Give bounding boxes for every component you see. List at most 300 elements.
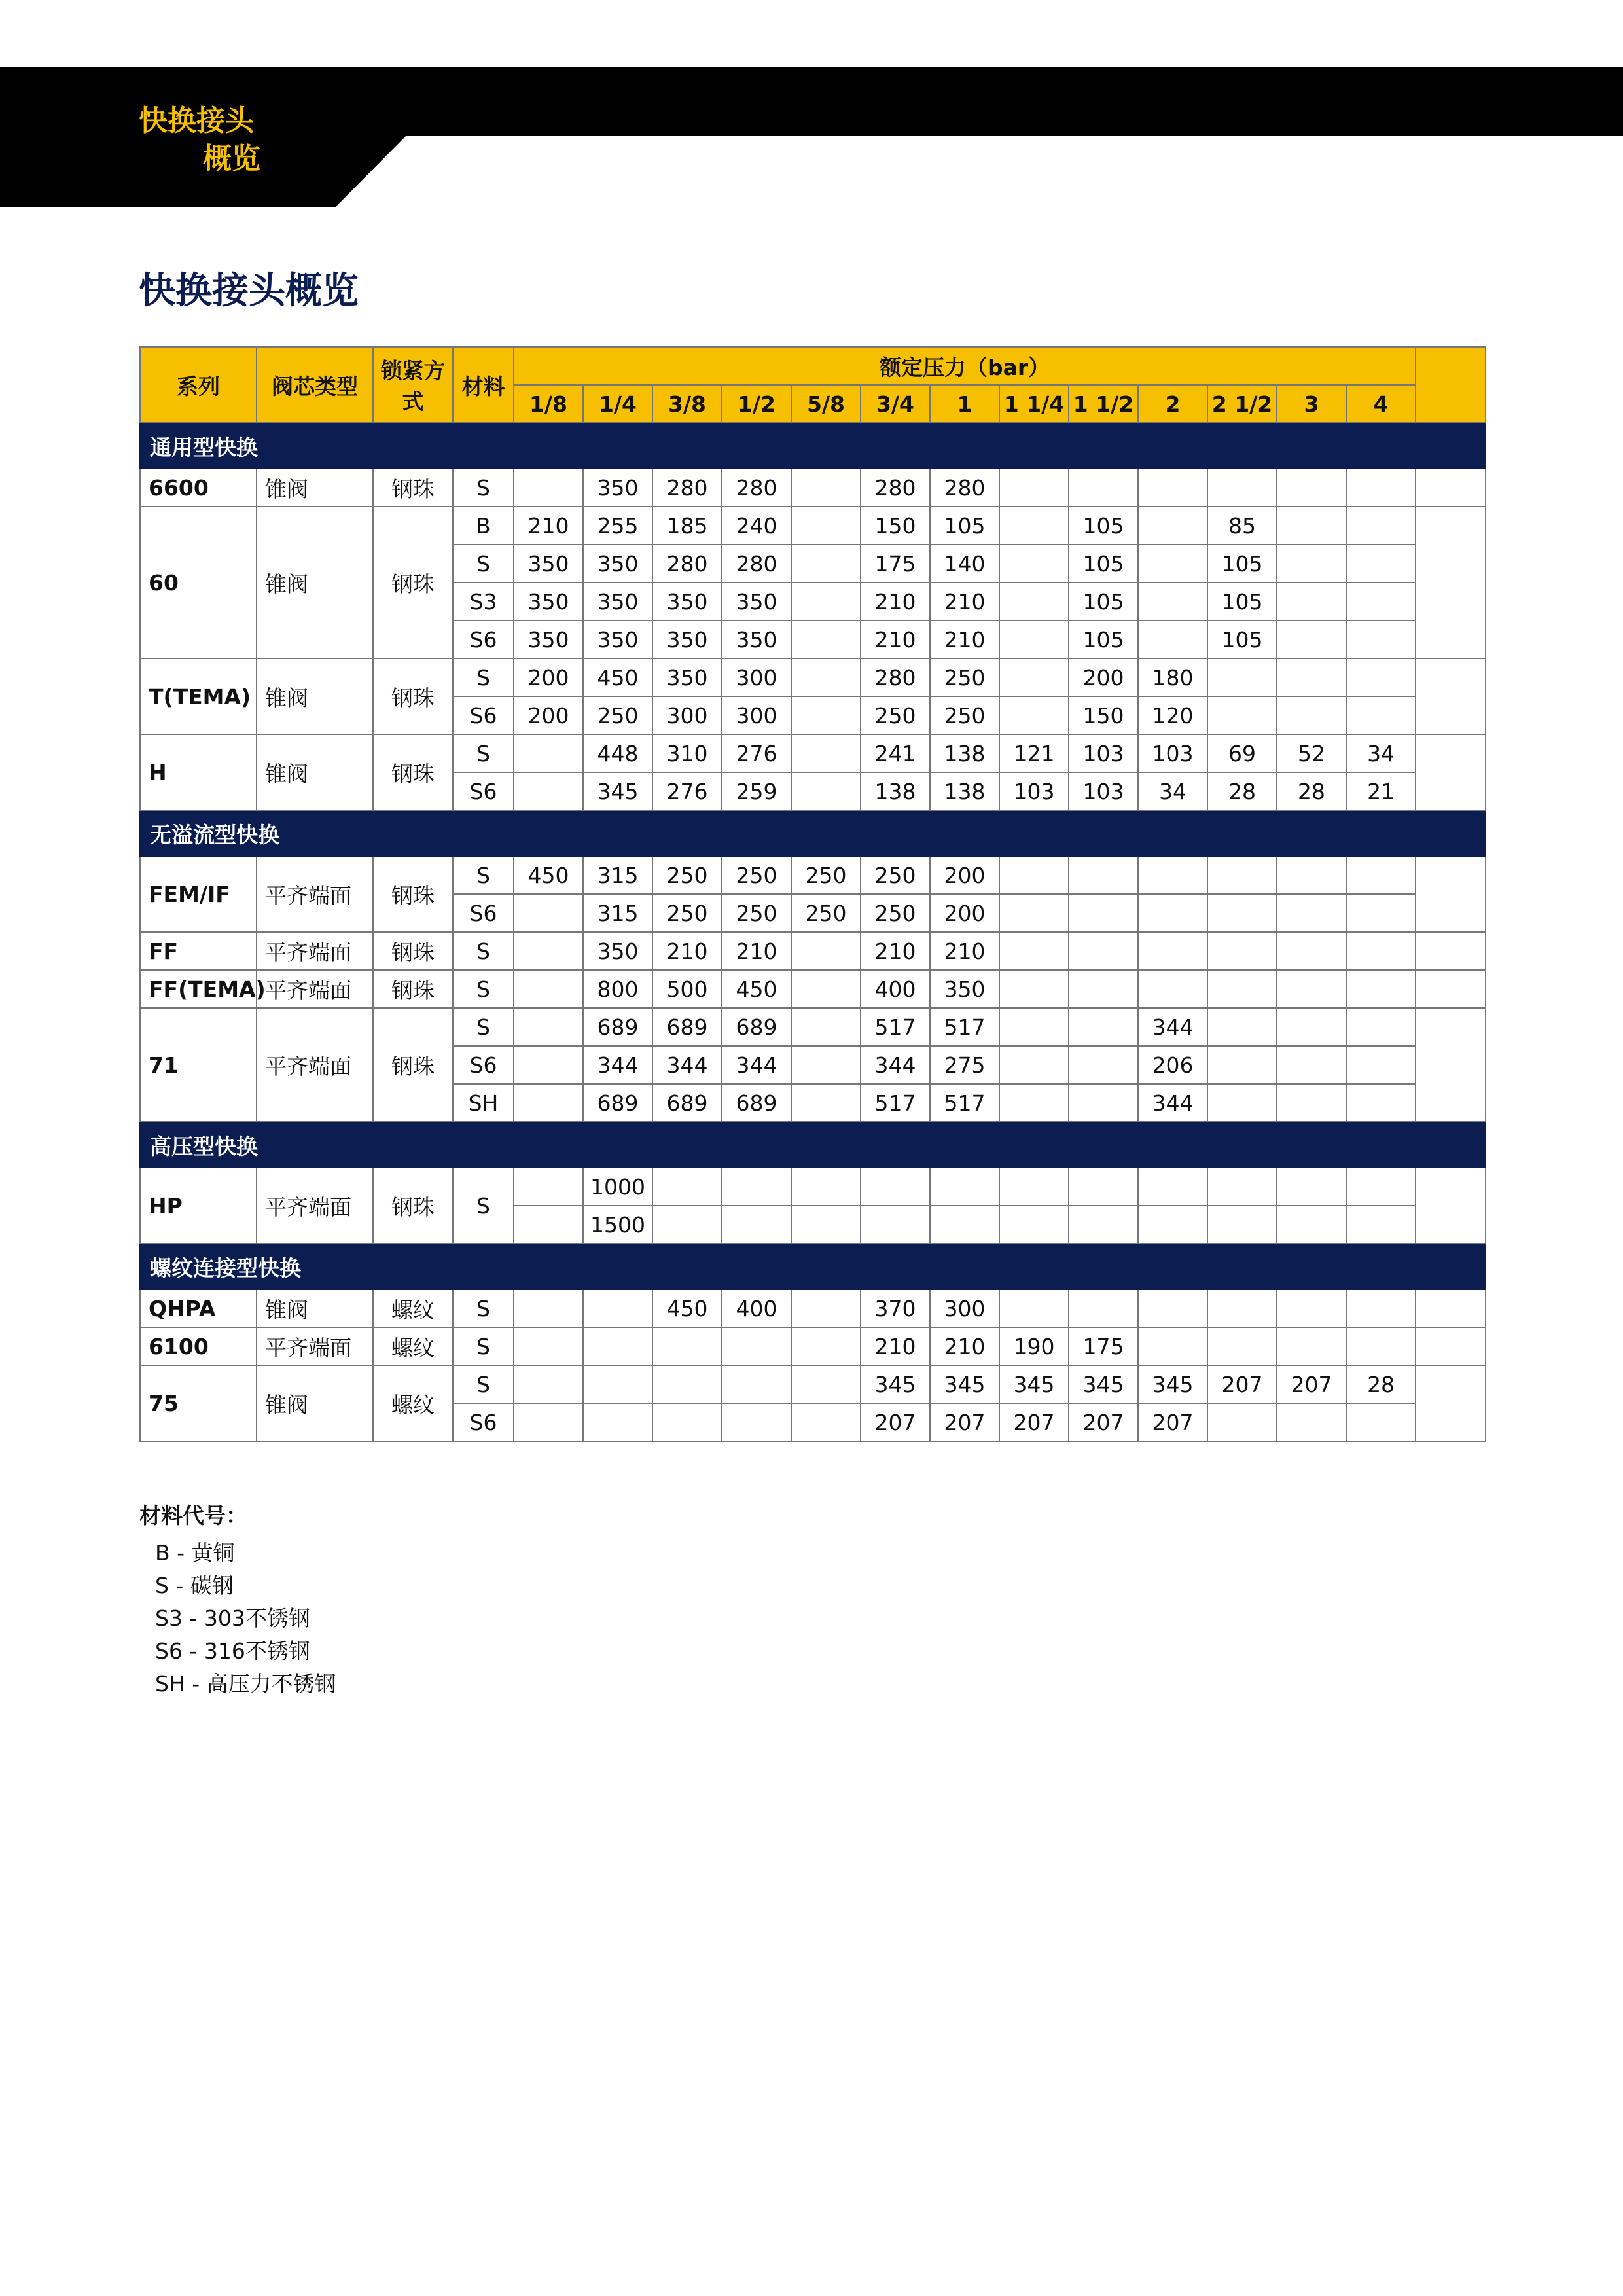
pressure-cell: 138 — [861, 772, 930, 810]
pressure-cell — [583, 1289, 652, 1327]
pressure-cell: 689 — [583, 1008, 652, 1046]
lock-type-cell: 钢珠 — [373, 469, 453, 507]
section-title: 高压型快换 — [140, 1122, 1486, 1168]
series-cell: FF — [140, 932, 257, 970]
pressure-cell — [1069, 1206, 1138, 1244]
blank-cell — [1416, 507, 1486, 658]
pressure-cell — [1277, 1327, 1346, 1365]
pressure-cell: 69 — [1207, 734, 1277, 772]
pressure-cell: 280 — [930, 469, 999, 507]
table-row — [140, 507, 1486, 545]
pressure-cell — [1346, 856, 1416, 894]
col-header-material: 材料 — [453, 347, 514, 423]
pressure-cell: 517 — [930, 1084, 999, 1122]
lock-type-cell: 钢珠 — [373, 970, 453, 1008]
col-header-series: 系列 — [140, 347, 257, 423]
material-cell: S6 — [453, 620, 514, 658]
valve-type-cell: 平齐端面 — [257, 932, 373, 970]
pressure-cell: 28 — [1346, 1365, 1416, 1403]
pressure-cell: 344 — [1138, 1084, 1207, 1122]
table-row — [140, 970, 1486, 1008]
pressure-cell — [999, 696, 1069, 734]
pressure-cell: 210 — [652, 932, 722, 970]
pressure-cell: 344 — [652, 1046, 722, 1084]
lock-type-cell: 钢珠 — [373, 507, 453, 658]
blank-cell — [1416, 1365, 1486, 1441]
pressure-cell: 185 — [652, 507, 722, 545]
pressure-cell — [1207, 658, 1277, 696]
pressure-cell: 350 — [583, 545, 652, 583]
pressure-cell: 150 — [1069, 696, 1138, 734]
size-header: 1/4 — [583, 385, 652, 423]
size-header: 2 1/2 — [1207, 385, 1277, 423]
legend-item: S6 - 316不锈钢 — [155, 1638, 310, 1664]
pressure-cell: 350 — [514, 545, 583, 583]
pressure-cell — [791, 696, 861, 734]
pressure-cell — [514, 734, 583, 772]
pressure-cell: 344 — [583, 1046, 652, 1084]
pressure-cell: 280 — [722, 545, 791, 583]
pressure-cell — [1069, 970, 1138, 1008]
pressure-cell — [1277, 970, 1346, 1008]
section-title: 螺纹连接型快换 — [140, 1244, 1486, 1289]
series-cell: HP — [140, 1168, 257, 1244]
pressure-cell: 250 — [930, 696, 999, 734]
size-header: 1 — [930, 385, 999, 423]
material-cell: S — [453, 970, 514, 1008]
pressure-cell — [791, 583, 861, 620]
pressure-cell — [1138, 620, 1207, 658]
pressure-cell — [1207, 1289, 1277, 1327]
pressure-cell — [514, 1289, 583, 1327]
blank-cell — [1416, 734, 1486, 810]
pressure-cell — [1346, 469, 1416, 507]
pressure-cell: 280 — [652, 469, 722, 507]
pressure-cell — [1138, 469, 1207, 507]
pressure-cell — [1346, 696, 1416, 734]
pressure-cell — [1207, 1327, 1277, 1365]
pressure-cell — [999, 970, 1069, 1008]
pressure-cell: 689 — [722, 1008, 791, 1046]
pressure-cell — [791, 970, 861, 1008]
lock-type-cell: 钢珠 — [373, 1008, 453, 1122]
pressure-cell: 105 — [1207, 620, 1277, 658]
pressure-cell — [1346, 1168, 1416, 1206]
pressure-cell — [861, 1206, 930, 1244]
pressure-cell: 344 — [722, 1046, 791, 1084]
series-cell: FEM/IF — [140, 856, 257, 932]
pressure-cell — [1207, 696, 1277, 734]
pressure-cell: 276 — [652, 772, 722, 810]
pressure-cell: 207 — [1069, 1403, 1138, 1441]
pressure-cell — [1207, 469, 1277, 507]
pressure-cell: 200 — [930, 894, 999, 932]
pressure-cell — [1207, 1046, 1277, 1084]
section-title: 通用型快换 — [140, 423, 1486, 469]
valve-type-cell: 锥阀 — [257, 658, 373, 734]
pressure-cell — [1138, 932, 1207, 970]
material-cell: S6 — [453, 772, 514, 810]
lock-type-cell: 钢珠 — [373, 1168, 453, 1244]
pressure-cell: 310 — [652, 734, 722, 772]
pressure-cell — [791, 1206, 861, 1244]
pressure-cell — [999, 1168, 1069, 1206]
pressure-cell — [930, 1206, 999, 1244]
pressure-cell: 689 — [722, 1084, 791, 1122]
table-row — [140, 469, 1486, 507]
material-cell: S — [453, 545, 514, 583]
pressure-cell — [999, 894, 1069, 932]
pressure-cell: 103 — [999, 772, 1069, 810]
pressure-cell — [1277, 1008, 1346, 1046]
pressure-cell — [1138, 545, 1207, 583]
pressure-cell: 250 — [652, 894, 722, 932]
col-header-blank — [1416, 347, 1486, 423]
table-row — [140, 1008, 1486, 1046]
pressure-cell — [791, 932, 861, 970]
pressure-cell: 300 — [722, 696, 791, 734]
pressure-cell: 200 — [1069, 658, 1138, 696]
pressure-cell — [1069, 1046, 1138, 1084]
pressure-cell — [1207, 894, 1277, 932]
pressure-cell: 103 — [1069, 772, 1138, 810]
size-header: 3/8 — [652, 385, 722, 423]
pressure-cell — [1207, 856, 1277, 894]
blank-cell — [1416, 856, 1486, 932]
pressure-cell — [1277, 1403, 1346, 1441]
pressure-cell — [1207, 1403, 1277, 1441]
table-row — [140, 1365, 1486, 1403]
pressure-cell — [1207, 1008, 1277, 1046]
pressure-cell — [791, 658, 861, 696]
pressure-cell: 250 — [652, 856, 722, 894]
pressure-cell: 210 — [861, 932, 930, 970]
pressure-cell — [791, 469, 861, 507]
pressure-cell: 210 — [861, 620, 930, 658]
pressure-cell — [1346, 583, 1416, 620]
material-cell: S — [453, 1008, 514, 1046]
blank-cell — [1416, 1289, 1486, 1327]
pressure-cell — [514, 1084, 583, 1122]
pressure-cell: 450 — [514, 856, 583, 894]
pressure-cell: 105 — [930, 507, 999, 545]
pressure-cell: 206 — [1138, 1046, 1207, 1084]
pressure-cell — [999, 469, 1069, 507]
pressure-table — [139, 346, 1486, 1442]
table-row — [140, 932, 1486, 970]
pressure-cell: 105 — [1069, 545, 1138, 583]
header-title-line1: 快换接头 — [139, 104, 254, 137]
size-header: 5/8 — [791, 385, 861, 423]
pressure-cell: 350 — [583, 932, 652, 970]
pressure-cell — [1138, 507, 1207, 545]
pressure-cell — [514, 1365, 583, 1403]
pressure-cell: 344 — [1138, 1008, 1207, 1046]
pressure-cell — [791, 1365, 861, 1403]
pressure-cell — [1277, 545, 1346, 583]
pressure-cell — [1069, 932, 1138, 970]
series-cell: 6600 — [140, 469, 257, 507]
material-cell: B — [453, 507, 514, 545]
pressure-cell — [722, 1168, 791, 1206]
col-header-pressure: 额定压力（bar） — [514, 347, 1416, 385]
pressure-cell: 200 — [514, 696, 583, 734]
pressure-cell — [1346, 1084, 1416, 1122]
pressure-cell: 1500 — [583, 1206, 652, 1244]
pressure-cell: 28 — [1277, 772, 1346, 810]
pressure-cell — [861, 1168, 930, 1206]
pressure-cell: 250 — [861, 894, 930, 932]
pressure-cell — [652, 1206, 722, 1244]
pressure-cell — [999, 1206, 1069, 1244]
section-row — [140, 810, 1486, 856]
material-cell: S3 — [453, 583, 514, 620]
material-cell: S — [453, 658, 514, 696]
material-cell: S6 — [453, 894, 514, 932]
pressure-cell: 250 — [930, 658, 999, 696]
pressure-cell — [999, 1289, 1069, 1327]
valve-type-cell: 平齐端面 — [257, 1008, 373, 1122]
section-row — [140, 423, 1486, 469]
pressure-cell — [1277, 1084, 1346, 1122]
size-header: 4 — [1346, 385, 1416, 423]
pressure-cell — [514, 894, 583, 932]
pressure-cell: 121 — [999, 734, 1069, 772]
blank-cell — [1416, 932, 1486, 970]
pressure-cell — [1346, 932, 1416, 970]
blank-cell — [1416, 970, 1486, 1008]
pressure-cell: 175 — [1069, 1327, 1138, 1365]
pressure-cell: 517 — [930, 1008, 999, 1046]
pressure-cell: 350 — [930, 970, 999, 1008]
section-title: 无溢流型快换 — [140, 810, 1486, 856]
pressure-cell: 1000 — [583, 1168, 652, 1206]
pressure-cell: 210 — [930, 620, 999, 658]
series-cell: QHPA — [140, 1289, 257, 1327]
blank-cell — [1416, 1327, 1486, 1365]
series-cell: 6100 — [140, 1327, 257, 1365]
lock-type-cell: 螺纹 — [373, 1365, 453, 1441]
legend-title: 材料代号： — [139, 1503, 247, 1528]
pressure-cell — [1138, 1289, 1207, 1327]
pressure-cell: 517 — [861, 1008, 930, 1046]
pressure-cell: 250 — [722, 894, 791, 932]
pressure-cell — [1069, 469, 1138, 507]
pressure-cell: 103 — [1138, 734, 1207, 772]
pressure-cell — [1277, 507, 1346, 545]
section-row — [140, 1122, 1486, 1168]
pressure-cell: 34 — [1346, 734, 1416, 772]
pressure-cell — [791, 1168, 861, 1206]
col-header-lock: 锁紧方式 — [373, 347, 453, 423]
pressure-cell: 350 — [583, 469, 652, 507]
valve-type-cell: 平齐端面 — [257, 856, 373, 932]
pressure-cell — [1069, 1008, 1138, 1046]
pressure-cell — [1277, 583, 1346, 620]
pressure-cell — [1277, 658, 1346, 696]
pressure-cell — [1346, 620, 1416, 658]
table-row — [140, 1327, 1486, 1365]
size-header: 3/4 — [861, 385, 930, 423]
page-title: 快换接头概览 — [139, 270, 359, 312]
pressure-cell — [722, 1327, 791, 1365]
pressure-cell: 280 — [861, 658, 930, 696]
pressure-cell — [791, 1046, 861, 1084]
pressure-cell — [999, 932, 1069, 970]
pressure-cell — [791, 734, 861, 772]
pressure-cell — [1138, 970, 1207, 1008]
pressure-cell — [1346, 894, 1416, 932]
material-cell: S — [453, 932, 514, 970]
material-cell: S — [453, 469, 514, 507]
valve-type-cell: 平齐端面 — [257, 1168, 373, 1244]
pressure-cell — [514, 970, 583, 1008]
blank-cell — [1416, 469, 1486, 507]
blank-cell — [1416, 1008, 1486, 1122]
section-row — [140, 1244, 1486, 1289]
pressure-cell: 210 — [722, 932, 791, 970]
pressure-cell: 207 — [999, 1403, 1069, 1441]
table-row — [140, 658, 1486, 696]
pressure-cell — [1069, 1168, 1138, 1206]
pressure-cell — [1277, 1206, 1346, 1244]
pressure-cell — [1277, 1046, 1346, 1084]
lock-type-cell: 钢珠 — [373, 658, 453, 734]
pressure-cell — [514, 469, 583, 507]
pressure-cell: 315 — [583, 894, 652, 932]
pressure-cell — [1346, 658, 1416, 696]
pressure-cell: 400 — [861, 970, 930, 1008]
pressure-cell: 350 — [652, 658, 722, 696]
pressure-cell — [1069, 894, 1138, 932]
pressure-cell — [999, 1084, 1069, 1122]
pressure-cell: 250 — [722, 856, 791, 894]
pressure-cell: 241 — [861, 734, 930, 772]
pressure-cell — [514, 1403, 583, 1441]
pressure-cell: 344 — [861, 1046, 930, 1084]
pressure-cell — [514, 1046, 583, 1084]
lock-type-cell: 螺纹 — [373, 1289, 453, 1327]
pressure-cell — [1346, 1046, 1416, 1084]
pressure-cell — [583, 1403, 652, 1441]
pressure-cell: 250 — [791, 856, 861, 894]
pressure-cell — [1277, 469, 1346, 507]
pressure-cell — [1346, 1206, 1416, 1244]
pressure-cell: 345 — [1138, 1365, 1207, 1403]
pressure-cell: 207 — [1138, 1403, 1207, 1441]
material-cell: S — [453, 1365, 514, 1403]
pressure-cell: 207 — [1277, 1365, 1346, 1403]
pressure-cell — [791, 772, 861, 810]
valve-type-cell: 锥阀 — [257, 734, 373, 810]
pressure-cell: 207 — [930, 1403, 999, 1441]
pressure-cell: 350 — [652, 620, 722, 658]
legend-item: B - 黄铜 — [155, 1540, 235, 1566]
pressure-cell: 210 — [514, 507, 583, 545]
pressure-cell — [1346, 1289, 1416, 1327]
pressure-cell: 280 — [652, 545, 722, 583]
pressure-cell — [514, 932, 583, 970]
pressure-cell: 150 — [861, 507, 930, 545]
pressure-cell: 207 — [861, 1403, 930, 1441]
pressure-cell — [1346, 507, 1416, 545]
valve-type-cell: 锥阀 — [257, 1365, 373, 1441]
pressure-cell — [999, 620, 1069, 658]
pressure-cell — [1207, 1168, 1277, 1206]
table-row — [140, 734, 1486, 772]
pressure-cell: 250 — [791, 894, 861, 932]
pressure-cell: 448 — [583, 734, 652, 772]
lock-type-cell: 钢珠 — [373, 856, 453, 932]
pressure-cell — [791, 1327, 861, 1365]
series-cell: 71 — [140, 1008, 257, 1122]
pressure-cell — [1346, 1008, 1416, 1046]
pressure-cell: 21 — [1346, 772, 1416, 810]
pressure-cell — [1069, 856, 1138, 894]
valve-type-cell: 平齐端面 — [257, 1327, 373, 1365]
material-cell: SH — [453, 1084, 514, 1122]
size-header: 1 1/2 — [1069, 385, 1138, 423]
size-header: 1/8 — [514, 385, 583, 423]
material-cell: S — [453, 734, 514, 772]
pressure-cell — [1346, 1403, 1416, 1441]
size-header: 2 — [1138, 385, 1207, 423]
pressure-cell: 300 — [722, 658, 791, 696]
pressure-cell: 280 — [722, 469, 791, 507]
pressure-cell: 175 — [861, 545, 930, 583]
table-row — [140, 1289, 1486, 1327]
valve-type-cell: 锥阀 — [257, 507, 373, 658]
pressure-cell: 28 — [1207, 772, 1277, 810]
series-cell: H — [140, 734, 257, 810]
pressure-cell: 450 — [652, 1289, 722, 1327]
pressure-cell: 500 — [652, 970, 722, 1008]
pressure-cell: 52 — [1277, 734, 1346, 772]
pressure-cell — [583, 1365, 652, 1403]
pressure-cell — [652, 1168, 722, 1206]
series-cell: FF(TEMA) — [140, 970, 257, 1008]
pressure-cell — [999, 658, 1069, 696]
pressure-cell: 276 — [722, 734, 791, 772]
pressure-cell: 207 — [1207, 1365, 1277, 1403]
material-cell: S6 — [453, 1046, 514, 1084]
pressure-cell — [1277, 932, 1346, 970]
pressure-cell — [791, 1008, 861, 1046]
pressure-cell — [791, 545, 861, 583]
pressure-cell — [514, 1008, 583, 1046]
pressure-cell: 180 — [1138, 658, 1207, 696]
pressure-cell: 345 — [999, 1365, 1069, 1403]
pressure-cell: 300 — [930, 1289, 999, 1327]
lock-type-cell: 钢珠 — [373, 734, 453, 810]
material-cell: S — [453, 1289, 514, 1327]
material-cell: S — [453, 856, 514, 894]
table-row — [140, 1168, 1486, 1206]
legend-item: S - 碳钢 — [155, 1573, 234, 1598]
material-cell: S — [453, 1327, 514, 1365]
pressure-cell: 450 — [583, 658, 652, 696]
pressure-cell — [1346, 1327, 1416, 1365]
pressure-cell: 350 — [722, 583, 791, 620]
pressure-cell — [1069, 1289, 1138, 1327]
pressure-cell — [1346, 545, 1416, 583]
pressure-cell — [999, 1046, 1069, 1084]
pressure-cell: 350 — [514, 583, 583, 620]
pressure-cell — [1207, 970, 1277, 1008]
size-header: 1/2 — [722, 385, 791, 423]
pressure-cell — [1277, 1289, 1346, 1327]
pressure-cell: 250 — [861, 856, 930, 894]
